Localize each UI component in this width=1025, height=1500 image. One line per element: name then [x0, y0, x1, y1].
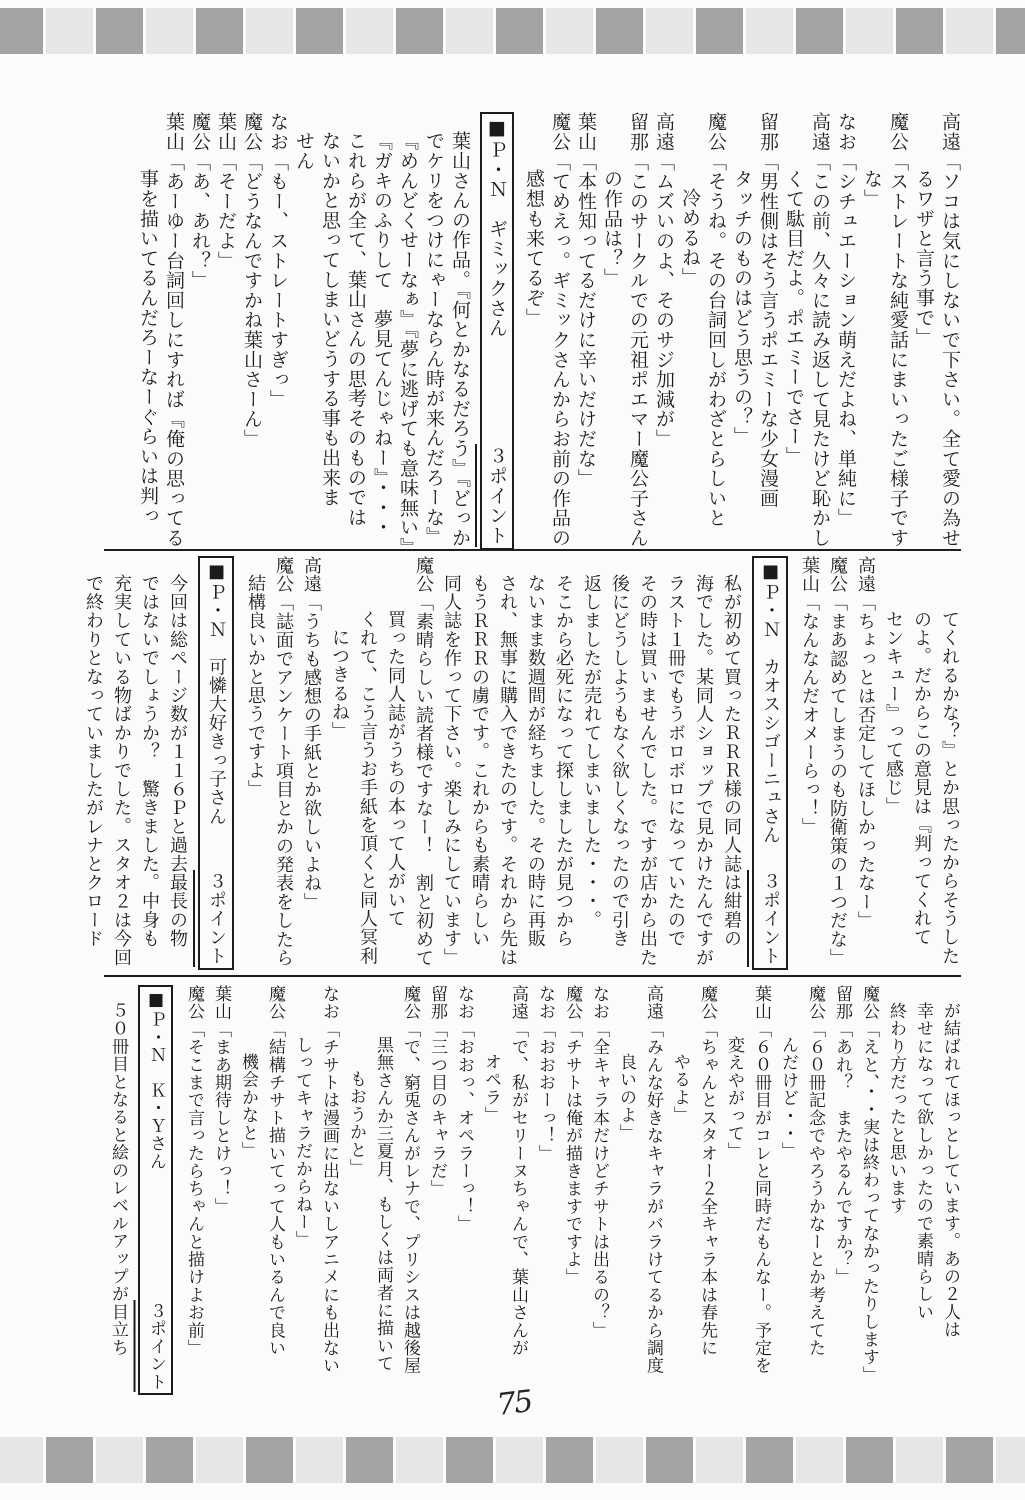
text-column: てくれるかな？』とか思ったからそうした	[939, 610, 960, 966]
text-column: 結構良いかと思うですよ」	[245, 574, 266, 799]
text-column: 魔公「えと、・・実は終わってなかったりします」	[859, 985, 879, 1384]
black-square-icon: ■	[760, 561, 781, 583]
checker-square	[396, 1437, 443, 1483]
checker-square	[846, 8, 893, 54]
checker-square	[96, 8, 143, 54]
text-band-middle	[79, 556, 963, 970]
checker-square	[746, 1437, 793, 1483]
checker-square	[246, 8, 293, 54]
text-column: 高遠「で、私がセリーヌちゃんで、葉山さんが	[508, 985, 528, 1357]
page-number: 75	[494, 1384, 534, 1423]
text-column: 留那「このサークルでの元祖ポエマー魔公子さん	[627, 112, 649, 548]
checker-square	[0, 8, 43, 54]
text-column: 高遠「ムズいのよ、そのサジ加減が」	[653, 112, 675, 449]
text-column: なお「おおおーっ！」	[535, 985, 555, 1162]
pen-name-label: Ｐ・Ｎ カオスシゴーニュさん	[760, 582, 781, 845]
text-column: 留那「あれ？ またやるんですか？」	[832, 985, 852, 1286]
checker-square	[896, 1437, 943, 1483]
points-label: ３ポイント	[756, 872, 784, 966]
checker-square	[496, 8, 543, 54]
text-column: 『ガキのふりして 夢見てんじゃねー』・・・	[371, 131, 393, 538]
text-column: 葉山「６０冊目がコレと同時だもんなー。予定を	[751, 985, 771, 1375]
text-band-bottom	[104, 985, 963, 1395]
checker-square	[996, 1437, 1025, 1483]
text-column: 留那「男性側はそう言うポエミーな少女漫画	[757, 112, 779, 508]
text-column: 魔公「どうなんですかね葉山さーん」	[241, 112, 263, 449]
text-column: 魔公「で、窮兎さんがレナで、プリシスは越後屋	[400, 985, 420, 1375]
checker-square	[296, 8, 343, 54]
text-column: 機会かなと」	[238, 1053, 258, 1160]
text-column: 私が初めて買ったＲＲＲ様の同人誌は紺碧の	[721, 574, 742, 948]
text-column: 今回は総ページ数が１１６Ｐと過去最長の物	[167, 574, 188, 948]
text-column: 後にどうしようもなく欲しくなったので引き	[609, 574, 630, 948]
text-column: され、無事に購入できたのです。それから先は	[497, 574, 518, 967]
text-column: オペラ」	[481, 1053, 501, 1124]
band-separator-line	[104, 549, 961, 551]
text-column: 幸せになって欲しかったので素晴らしい	[913, 1002, 933, 1321]
black-square-icon: ■	[146, 990, 166, 1011]
text-column: もおうかと」	[346, 1070, 366, 1177]
text-column: なお「もー、ストレートすぎっ」	[267, 112, 289, 409]
checker-square	[946, 8, 993, 54]
pen-name-label: Ｐ・Ｎ Ｋ・Ｙさん	[146, 1010, 166, 1171]
text-column: なお「全キャラ本だけどチサトは出るの？」	[589, 985, 609, 1339]
black-square-icon: ■	[206, 561, 227, 583]
text-column: 葉山さんの作品。『何とかなるだろう』『どっか	[449, 131, 471, 548]
checker-square	[46, 8, 93, 54]
text-column: でケリをつけにゃーならん時が来んだろーな』	[423, 131, 445, 547]
text-column: 葉山「本性知ってるだけに辛いだけだな」	[575, 112, 597, 489]
checker-square	[96, 1437, 143, 1483]
text-column: 同人誌を作って下さい。楽しみにしています」	[441, 574, 462, 967]
text-column: んだけど・・」	[778, 1036, 798, 1160]
text-column: 高遠「ソコは気にしないで下さい。全て愛の為せ	[939, 112, 961, 548]
checker-square	[646, 1437, 693, 1483]
text-band-top	[135, 112, 963, 558]
checker-square	[296, 1437, 343, 1483]
pen-name-label: Ｐ・Ｎ 可憐大好きっ子さん	[206, 582, 227, 826]
text-column: の作品は？」	[601, 169, 623, 288]
text-column: これらが全て、葉山さんの思考そのものでは	[345, 131, 367, 527]
text-column: なお「おおっ、オペラーっ！」	[454, 985, 474, 1233]
text-column: 魔公「ストレートな純愛話にまいったご様子です	[887, 112, 909, 548]
text-column: 魔公「誌面でアンケート項目とかの発表をしたら	[273, 556, 294, 968]
checker-square	[696, 1437, 743, 1483]
points-label: ３ポイント	[202, 872, 230, 966]
text-column: 高遠「この前、久々に読み返して見たけど恥かし	[809, 112, 831, 548]
text-column: ではないでしょうか？ 驚きました。中身も	[139, 574, 160, 948]
text-column: 良いのよ」	[616, 1053, 636, 1142]
text-column: のよ。だからこの意見は『判ってくれて	[911, 610, 932, 947]
checker-square	[0, 1437, 43, 1483]
black-square-icon: ■	[486, 117, 508, 140]
text-column: 魔公「そこまで言ったらちゃんと描けよお前」	[184, 985, 204, 1357]
checker-square	[596, 1437, 643, 1483]
text-column: そこから必死になって探しましたが見つから	[553, 574, 574, 948]
checker-square	[446, 1437, 493, 1483]
pen-name-label: Ｐ・Ｎ ギミックさん	[486, 139, 508, 338]
text-column: 高遠「みんな好きなキャラがバラけてるから調度	[643, 985, 663, 1375]
text-column: 葉山「あーゆー台詞回しにすれば『俺の思ってる	[163, 112, 185, 548]
text-column: 黒無さんか三夏月、もしくは両者に描いて	[373, 1036, 393, 1373]
checker-square	[696, 8, 743, 54]
checker-square	[446, 8, 493, 54]
checker-square	[196, 8, 243, 54]
text-column: 魔公「あ、あれ？」	[189, 112, 211, 291]
text-column: が結ばれてほっとしています。あの２人は	[940, 1002, 960, 1339]
text-column: 高遠「うちも感想の手紙とか欲しいよね」	[301, 556, 322, 912]
checker-square	[546, 8, 593, 54]
text-column: 魔公「てめえっ。ギミックさんからお前の作品の	[549, 112, 571, 548]
text-column: 高遠「ちょっとは否定してほしかったなー」	[855, 556, 876, 930]
reader-header-box	[138, 985, 173, 1395]
checker-square	[596, 8, 643, 54]
checker-square	[846, 1437, 893, 1483]
text-column: るワザと言う事で」	[913, 169, 935, 348]
checker-square	[946, 1437, 993, 1483]
text-column: やるよ」	[670, 1053, 690, 1124]
text-column: その時は買いませんでした。ですが店から出た	[637, 574, 658, 967]
checker-square	[546, 1437, 593, 1483]
text-column: 魔公「結構チサト描いてって人もいるんで良い	[265, 985, 285, 1357]
reader-header-box	[752, 556, 788, 970]
checker-square	[196, 1437, 243, 1483]
text-column: 葉山「そーだよ」	[215, 112, 237, 271]
text-column: もうＲＲＲの虜です。これからも素晴らしい	[469, 574, 490, 948]
text-column: 魔公「まあ認めてしまうのも防衛策の１つだな」	[827, 556, 848, 968]
text-column: 海でした。某同人ショップで見かけたんですが	[693, 574, 714, 967]
points-label: ３ポイント	[486, 446, 508, 545]
text-column: 返しましたが売れてしまいました・・・。	[581, 574, 602, 930]
text-column: 葉山「なんなんだオメーらっ！」	[799, 556, 820, 837]
reader-header-box	[198, 556, 234, 970]
band-separator-line	[104, 975, 961, 977]
text-column: 魔公「素晴らしい読者様ですなー！ 割と初めて	[413, 556, 434, 968]
checker-square	[46, 1437, 93, 1483]
text-column: 充実している物ばかりでした。スタオ２は今回	[111, 574, 132, 967]
reader-header-box	[480, 112, 514, 550]
checker-square	[796, 8, 843, 54]
points-label: ３ポイント	[142, 1302, 169, 1391]
checker-border-top	[0, 8, 1025, 54]
text-column: ないまま数週間が経ちました。その時に再販	[525, 574, 546, 948]
text-column: くて駄目だよ。ポエミーでさー」	[783, 169, 805, 466]
text-column: なお「チサトは漫画に出ないしアニメにも出ない	[319, 985, 339, 1375]
text-column: で終わりとなっていましたがレナとクロード	[83, 574, 104, 948]
checker-square	[396, 8, 443, 54]
text-column: 魔公「チサトは俺が描きますですよ」	[562, 985, 582, 1286]
checker-square	[746, 8, 793, 54]
checker-square	[496, 1437, 543, 1483]
text-column: センキュー』って感じ」	[883, 610, 904, 816]
text-column: 買った同人誌がうちの本って人がいて	[385, 610, 406, 928]
text-column: 感想も来てるぞ」	[523, 169, 545, 328]
text-column: 終わり方だったと思います	[886, 1002, 906, 1215]
text-column: 魔公「６０冊記念でやろうかなーとか考えてた	[805, 985, 825, 1357]
text-column: ラスト１冊でもうボロボロになっていたので	[665, 574, 686, 948]
checker-square	[246, 1437, 293, 1483]
text-column: なお「シチュエーション萌えだよね、単純に」	[835, 112, 857, 528]
text-column: くれて、こう言うお手紙を頂くと同人冥利	[357, 610, 378, 966]
text-column: 変えやがって」	[724, 1036, 744, 1160]
checker-border-bottom	[0, 1437, 1025, 1483]
checker-square	[146, 8, 193, 54]
checker-square	[796, 1437, 843, 1483]
checker-square	[996, 8, 1025, 54]
checker-square	[346, 1437, 393, 1483]
text-column: 『めんどくせーなぁ』『夢に逃げても意味無い』	[397, 131, 419, 558]
text-column: せん	[293, 131, 315, 171]
text-column: につきるね」	[329, 628, 350, 741]
text-column: な」	[861, 169, 883, 209]
text-column: 葉山「まあ期待しとけっ！」	[211, 985, 231, 1216]
text-column: 魔公「そうね。その台詞回しがわざとらしいと	[705, 112, 727, 528]
text-column: 冷めるね」	[679, 188, 701, 287]
text-column: 留那「三つ目のキャラだ」	[427, 985, 447, 1198]
text-column: ないかと思ってしまいどうする事も出来ま	[319, 131, 341, 508]
text-column: 事を描いてるんだろーなーぐらいは判っ	[137, 169, 159, 526]
checker-square	[896, 8, 943, 54]
checker-square	[646, 8, 693, 54]
text-column: しってキャラだからねー」	[292, 1036, 312, 1249]
text-column: ５０冊目となると絵のレベルアップが目立ち	[108, 1002, 128, 1356]
checker-square	[146, 1437, 193, 1483]
text-column: タッチのものはどう思うの？」	[731, 169, 753, 447]
text-column: 魔公「ちゃんとスタオー２全キャラ本は春先に	[697, 985, 717, 1357]
checker-square	[346, 8, 393, 54]
